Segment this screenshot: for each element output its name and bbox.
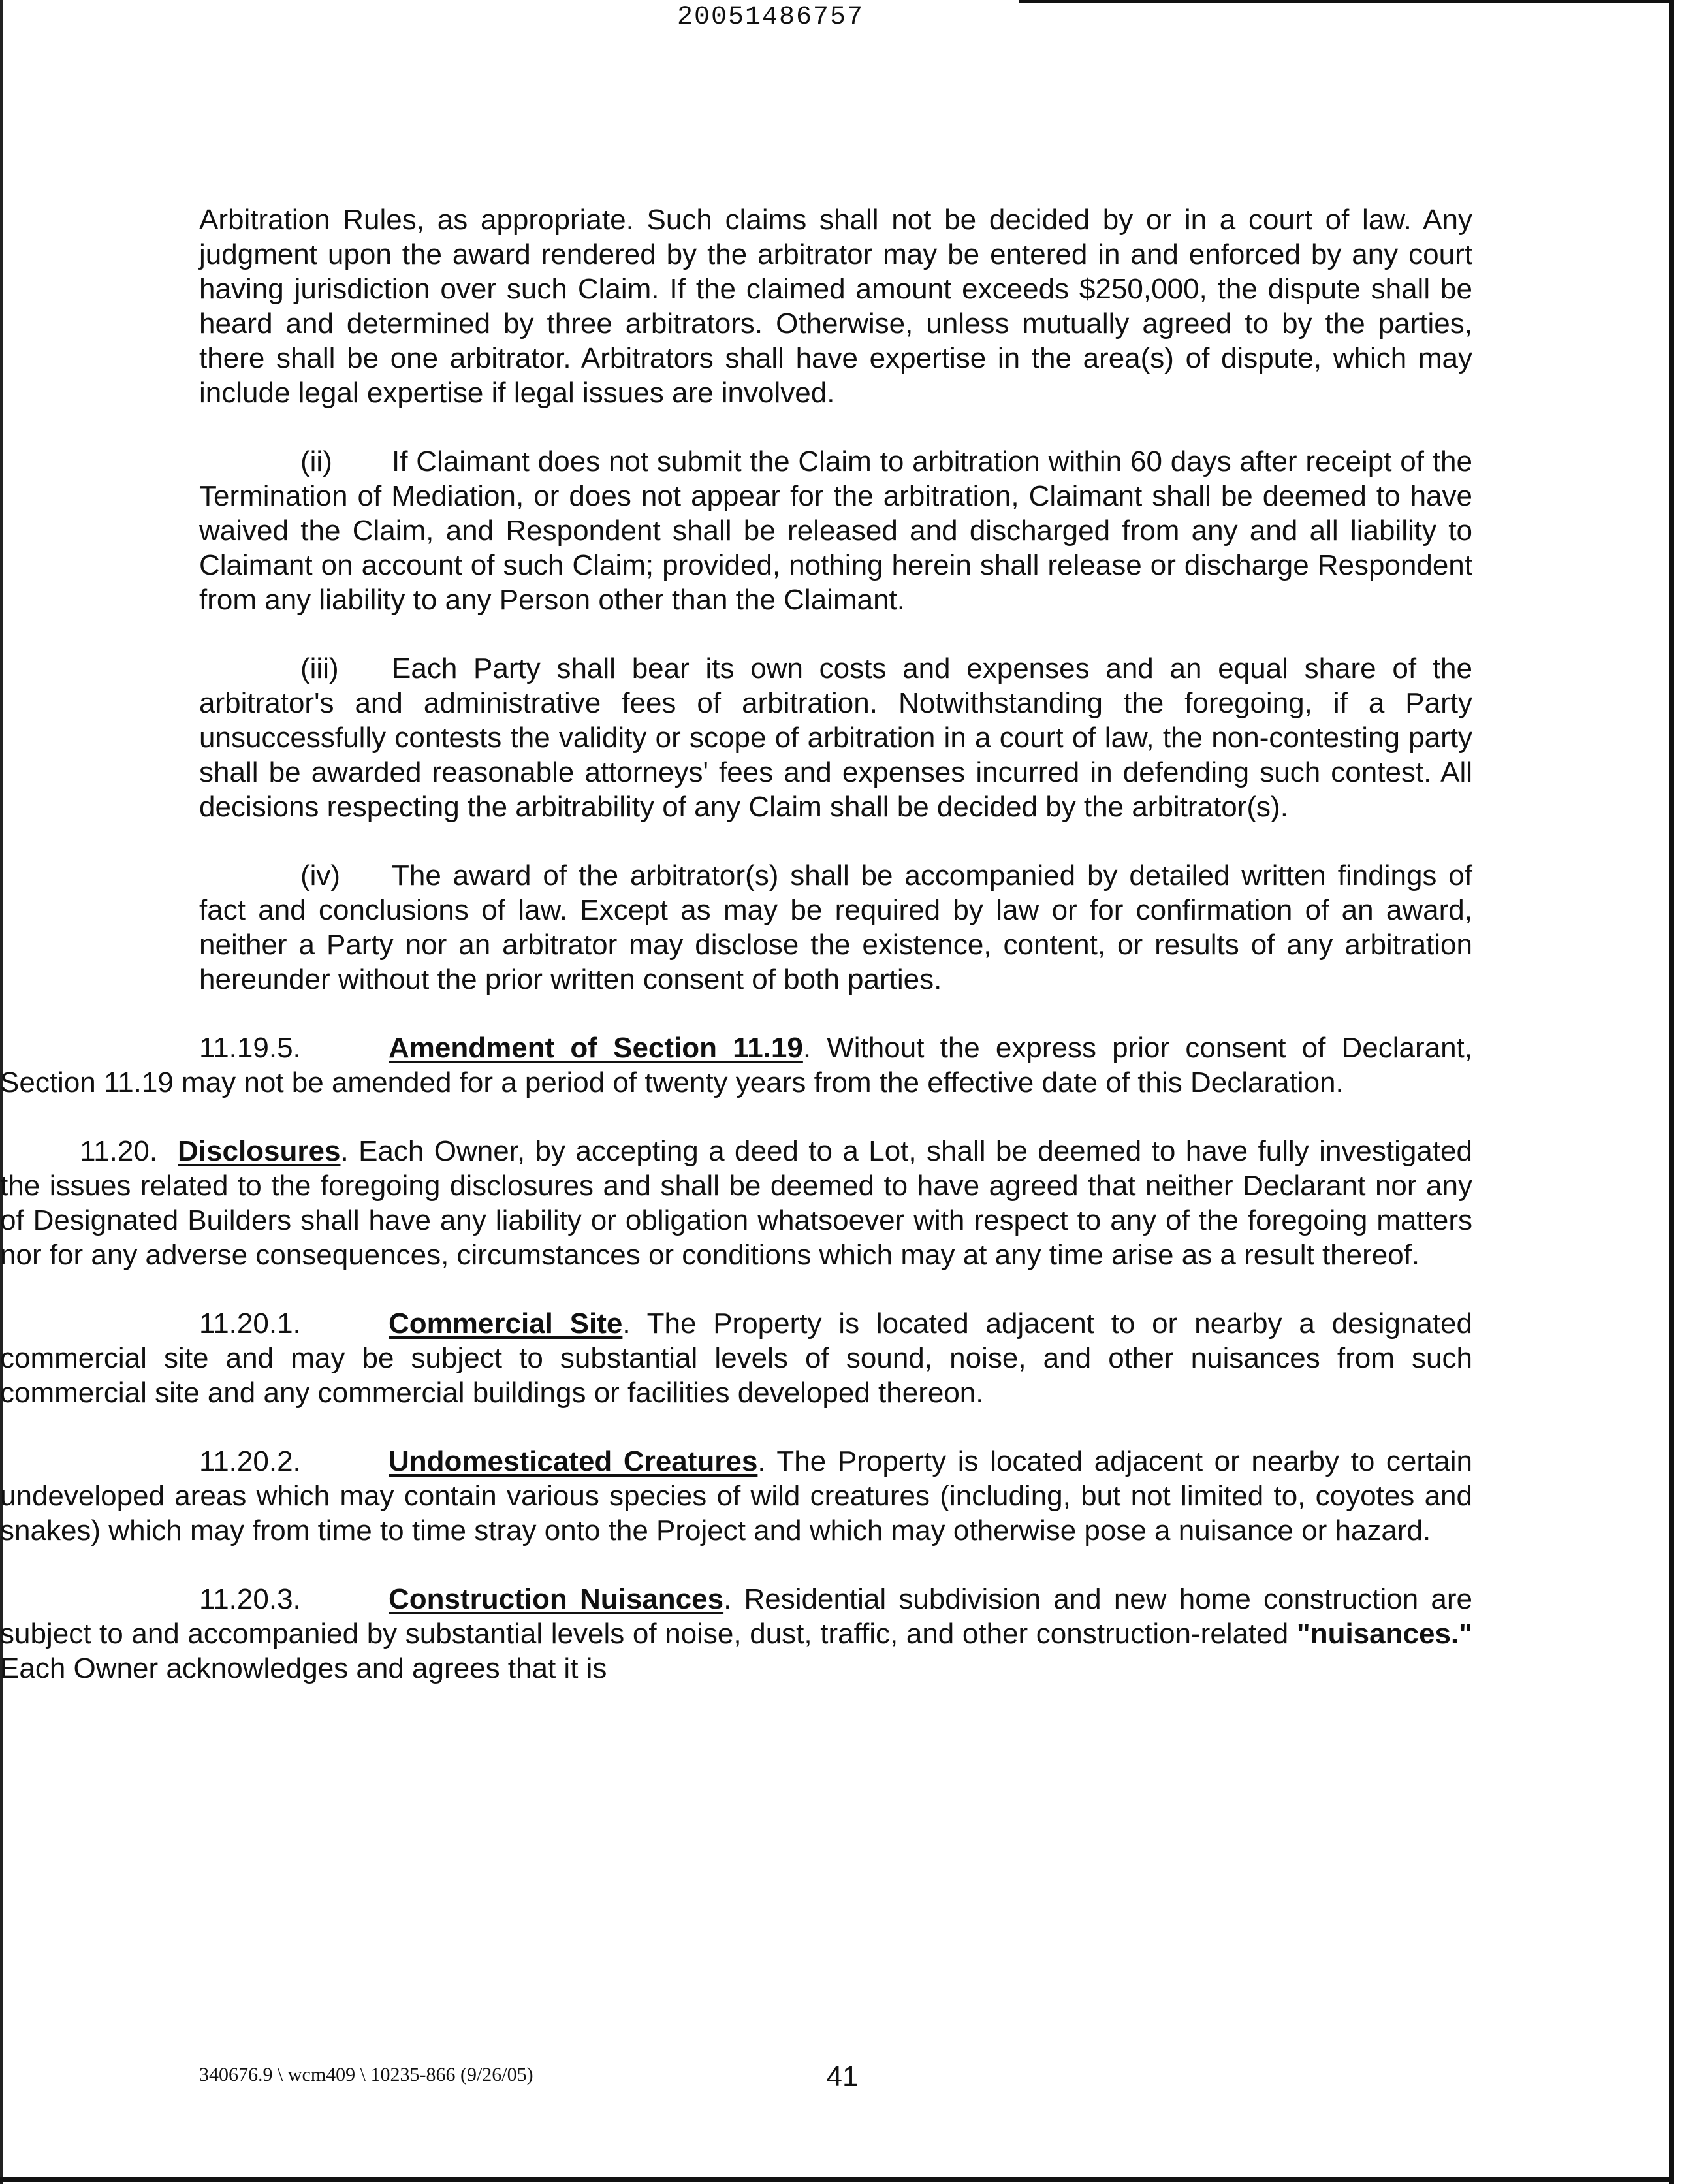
section-number: 11.20.2.: [199, 1445, 301, 1477]
section-11-20-3: [0, 1582, 1472, 1686]
section-heading: Undomesticated Creatures: [389, 1445, 758, 1477]
paragraph-text: The award of the arbitrator(s) shall be accompanied by detailed written findings of fact and conclusions of law. Except as may be required by law or for confirmation of an award, neither a Party nor an arbitrator may disclose the existence, content, or results of any arbitration hereunder without the prior written consent of both parties.: [199, 859, 1472, 995]
paragraph-ii: [199, 444, 1472, 617]
section-number: 11.20.3.: [199, 1583, 301, 1615]
page-edge-bottom: [0, 2177, 1674, 2182]
paragraph-arbitration-rules: Arbitration Rules, as appropriate. Such claims shall not be decided by or in a court of law. Any judgment upon the award rendered by the arbitrator may be entered in and enforced by any court having jurisdiction over such Claim. If the claimed amount exceeds $250,000, the dispute shall be heard and determined by three arbitrators. Otherwise, unless mutually agreed to by the parties, there shall be one arbitrator. Arbitrators shall have expertise in the area(s) of dispute, which may include legal expertise if legal issues are involved.: [199, 204, 1472, 409]
paragraph-number: (iv): [300, 859, 341, 891]
document-body: [0, 202, 1472, 1720]
section-11-20: [0, 1134, 1472, 1272]
section-number: 11.20.: [80, 1135, 158, 1167]
section-11-20-1: [0, 1306, 1472, 1410]
section-heading: Amendment of Section 11.19: [389, 1032, 803, 1064]
paragraph-text: Each Party shall bear its own costs and expenses and an equal share of the arbitrator's and administrative fees of arbitration. Notwithstanding the foregoing, if a Party unsuccessfully contests the validity or scope of arbitration in a court of law, the non-contesting party shall be awarded reasonable attorneys' fees and expenses incurred in defending such contest. All decisions respecting the arbitrability of any Claim shall be decided by the arbitrator(s).: [199, 652, 1472, 823]
page-edge-top: [1019, 0, 1672, 3]
page-edge-right: [1669, 0, 1674, 2184]
section-11-20-2: [0, 1444, 1472, 1548]
section-number: 11.20.1.: [199, 1308, 301, 1340]
paragraph-number: (iii): [300, 652, 339, 684]
section-text: . Without the express prior consent of Declarant, Section 11.19 may not be amended for a period of twenty years from the effective date of this Declaration.: [0, 1032, 1472, 1099]
section-heading: Construction Nuisances: [389, 1583, 724, 1615]
section-text: . The Property is located adjacent or nearby to certain undeveloped areas which may contain various species of wild creatures (including, but not limited to, coyotes and snakes) which may from time to time stray onto the Project and which may otherwise pose a nuisance or hazard.: [0, 1445, 1472, 1547]
section-heading: Commercial Site: [389, 1308, 623, 1340]
section-bold-term: "nuisances.": [1296, 1618, 1472, 1650]
paragraph-iv: [199, 858, 1472, 997]
section-text: . The Property is located adjacent to or nearby a designated commercial site and may be subject to substantial levels of sound, noise, and other nuisances from such commercial site and any commercial buildings or facilities developed thereon.: [0, 1308, 1472, 1409]
section-text-continued: Each Owner acknowledges and agrees that it is: [0, 1652, 607, 1684]
document-id: 20051486757: [676, 3, 865, 32]
page-number: 41: [826, 2061, 859, 2093]
paragraph-iii: [199, 651, 1472, 824]
section-11-19-5: [0, 1031, 1472, 1100]
section-number: 11.19.5.: [199, 1032, 301, 1064]
paragraph-text: If Claimant does not submit the Claim to arbitration within 60 days after receipt of the Termination of Mediation, or does not appear for the arbitration, Claimant shall be deemed to have waived the Claim, and Respondent shall be released and discharged from any and all liability to Claimant on account of such Claim; provided, nothing herein shall release or discharge Respondent from any liability to any Person other than the Claimant.: [199, 445, 1472, 616]
paragraph-number: (ii): [300, 445, 332, 477]
section-heading: Disclosures: [178, 1135, 341, 1167]
section-text: . Residential subdivision and new home construction are subject to and accompanied by substantial levels of noise, dust, traffic, and other construction-related: [0, 1583, 1472, 1650]
section-text: . Each Owner, by accepting a deed to a Lot, shall be deemed to have fully investigated the issues related to the foregoing disclosures and shall be deemed to have agreed that neither Declarant nor any of Designated Builders shall have any liability or obligation whatsoever with respect to any of the foregoing matters nor for any adverse consequences, circumstances or conditions which may at any time arise as a result thereof.: [0, 1135, 1472, 1271]
footer-reference: 340676.9 \ wcm409 \ 10235-866 (9/26/05): [199, 2064, 533, 2085]
